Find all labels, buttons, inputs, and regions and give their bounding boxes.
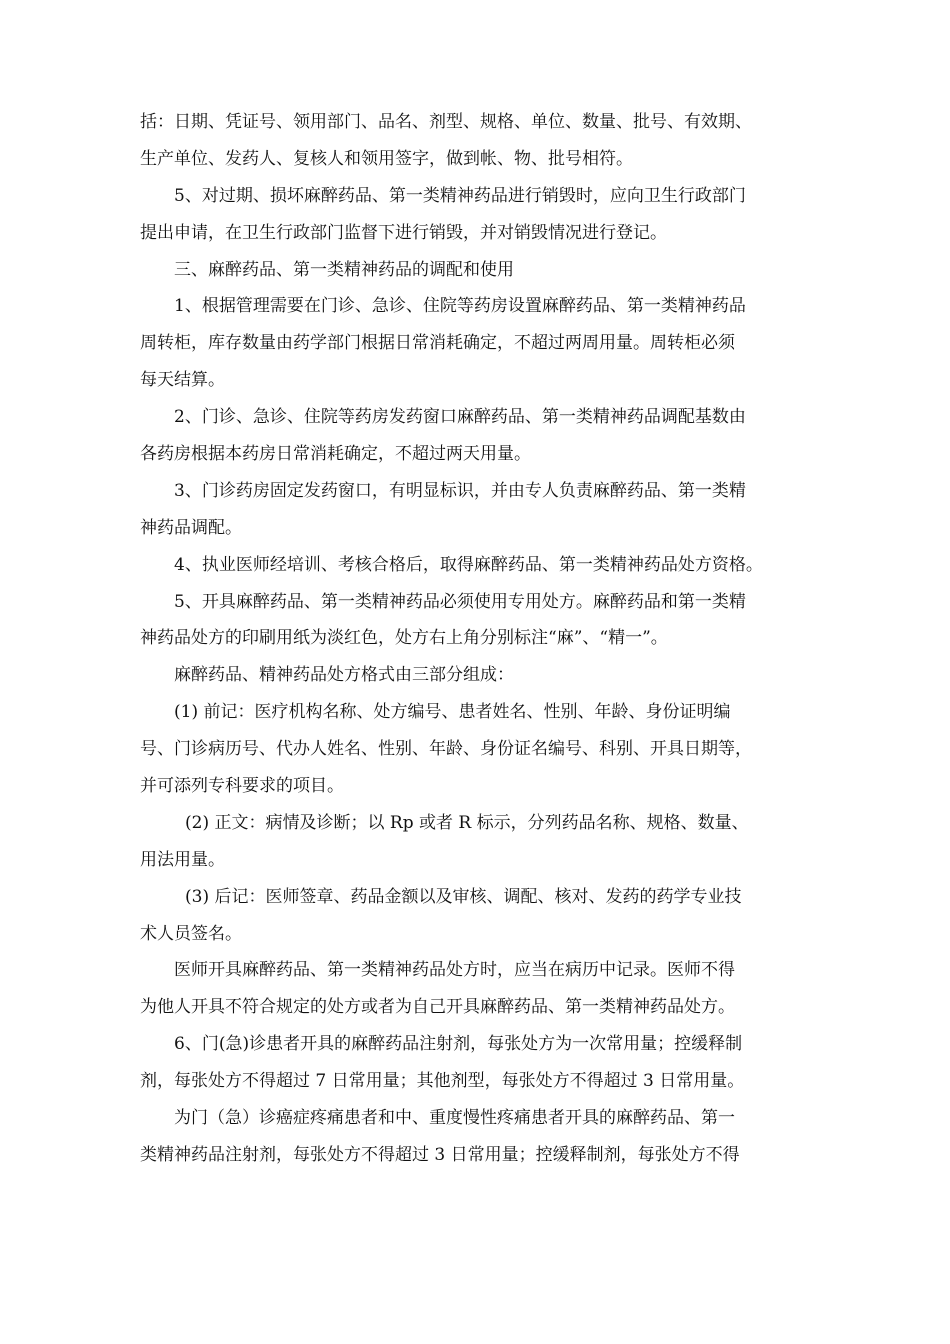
text-line: (1) 前记：医疗机构名称、处方编号、患者姓名、性别、年龄、身份证明编 — [174, 702, 731, 723]
text-line: 周转柜，库存数量由药学部门根据日常消耗确定，不超过两周用量。周转柜必须 — [140, 333, 735, 354]
text-line: 生产单位、发药人、复核人和领用签字，做到帐、物、批号相符。 — [140, 148, 633, 169]
text-line: 2、门诊、急诊、住院等药房发药窗口麻醉药品、第一类精神药品调配基数由 — [174, 407, 746, 428]
text-line: 用法用量。 — [140, 849, 225, 870]
text-line: 每天结算。 — [140, 370, 225, 391]
text-line: 剂，每张处方不得超过 7 日常用量；其他剂型，每张处方不得超过 3 日常用量。 — [140, 1071, 745, 1092]
text-line: 麻醉药品、精神药品处方格式由三部分组成： — [174, 665, 514, 686]
section-heading: 三、麻醉药品、第一类精神药品的调配和使用 — [174, 259, 514, 280]
text-line: 神药品处方的印刷用纸为淡红色，处方右上角分别标注“麻”、“精一”。 — [140, 628, 668, 649]
text-line: 类精神药品注射剂，每张处方不得超过 3 日常用量；控缓释制剂，每张处方不得 — [140, 1144, 740, 1165]
text-line: 4、执业医师经培训、考核合格后，取得麻醉药品、第一类精神药品处方资格。 — [174, 554, 763, 575]
text-line: 6、门(急)诊患者开具的麻醉药品注射剂，每张处方为一次常用量；控缓释制 — [174, 1034, 743, 1055]
text-line: 并可添列专科要求的项目。 — [140, 776, 344, 797]
text-line: (2) 正文：病情及诊断；以 Rp 或者 R 标示，分列药品名称、规格、数量、 — [185, 812, 749, 833]
text-line: 医师开具麻醉药品、第一类精神药品处方时，应当在病历中记录。医师不得 — [174, 960, 735, 981]
text-line: (3) 后记：医师签章、药品金额以及审核、调配、核对、发药的药学专业技 — [185, 886, 742, 907]
text-line: 神药品调配。 — [140, 517, 242, 538]
document-body — [140, 104, 830, 1174]
text-line: 提出申请，在卫生行政部门监督下进行销毁，并对销毁情况进行登记。 — [140, 222, 667, 243]
text-line: 5、开具麻醉药品、第一类精神药品必须使用专用处方。麻醉药品和第一类精 — [174, 591, 746, 612]
text-line: 括：日期、凭证号、领用部门、品名、剂型、规格、单位、数量、批号、有效期、 — [140, 112, 752, 132]
text-line: 3、门诊药房固定发药窗口，有明显标识，并由专人负责麻醉药品、第一类精 — [174, 480, 746, 501]
text-line: 1、根据管理需要在门诊、急诊、住院等药房设置麻醉药品、第一类精神药品 — [174, 296, 746, 317]
text-line: 为他人开具不符合规定的处方或者为自己开具麻醉药品、第一类精神药品处方。 — [140, 997, 735, 1018]
text-line: 5、对过期、损坏麻醉药品、第一类精神药品进行销毁时，应向卫生行政部门 — [174, 185, 746, 206]
text-line: 号、门诊病历号、代办人姓名、性别、年龄、身份证名编号、科别、开具日期等， — [140, 739, 752, 760]
text-line: 各药房根据本药房日常消耗确定，不超过两天用量。 — [140, 444, 531, 465]
text-line: 术人员签名。 — [140, 923, 242, 944]
text-line: 为门（急）诊癌症疼痛患者和中、重度慢性疼痛患者开具的麻醉药品、第一 — [174, 1108, 735, 1129]
